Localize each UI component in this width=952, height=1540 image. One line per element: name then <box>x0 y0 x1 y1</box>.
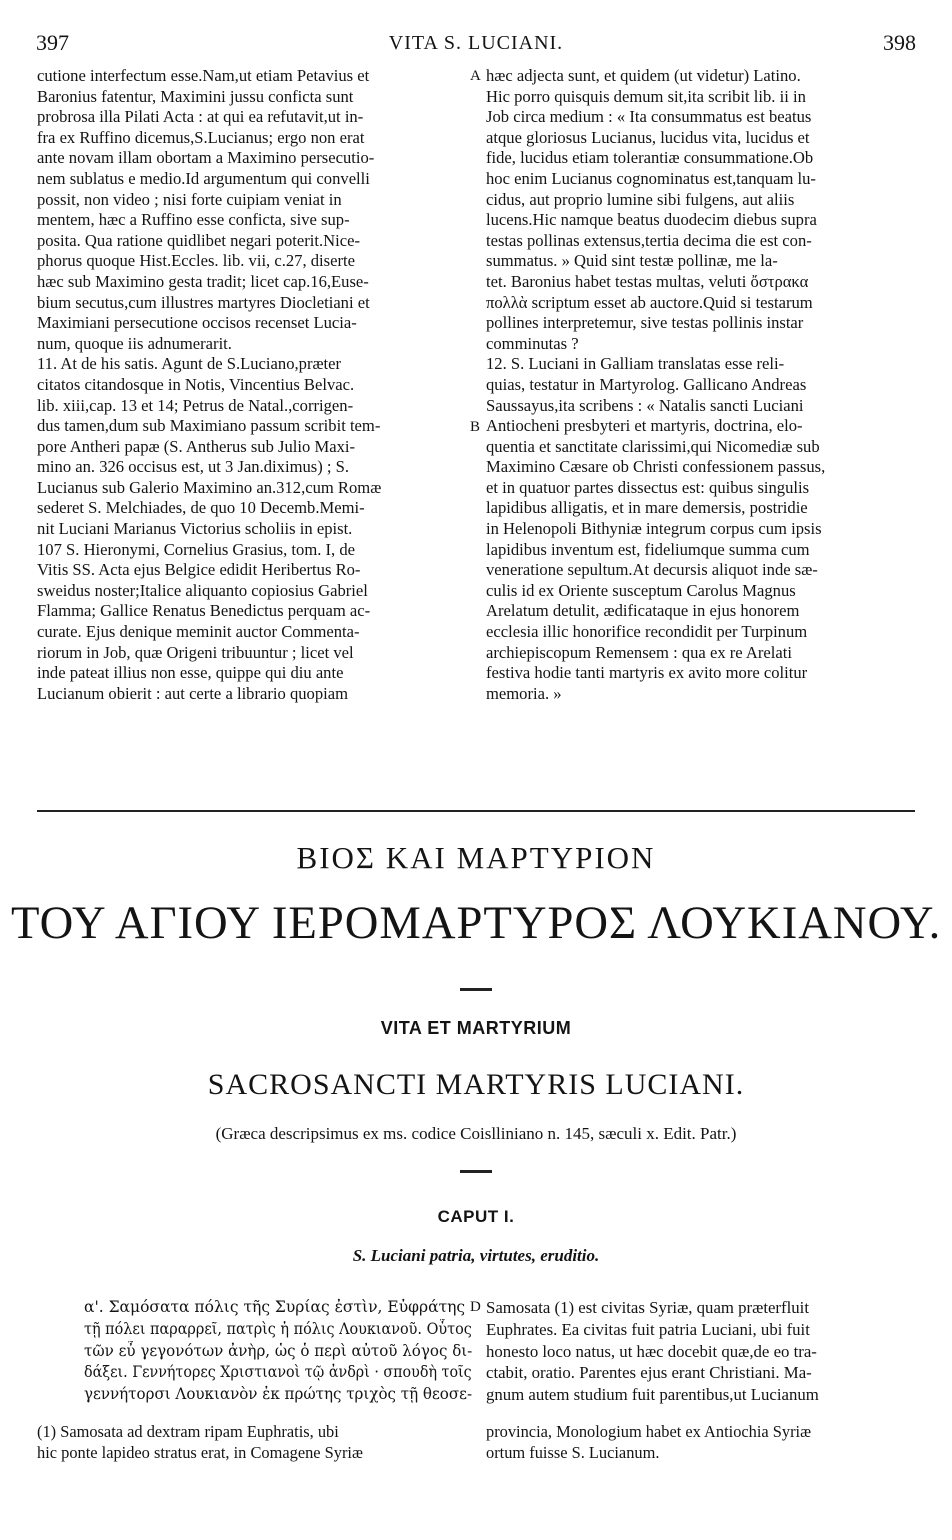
text-line: 107 S. Hieronymi, Cornelius Grasius, tom. I, de <box>37 539 356 559</box>
text-line: pollines interpretemur, sive testas pollinis instar <box>486 313 804 333</box>
latin-title-line1: VITA ET MARTYRIUM <box>380 1018 572 1038</box>
text-line: Lucianum obierit : aut certe a librario quopiam <box>37 683 349 703</box>
text-line: culis id ex Oriente susceptum Carolus Magnus <box>486 580 796 600</box>
latin-text-line: honesto loco natus, ut hæc docebit quæ,de eo tra- <box>486 1341 817 1361</box>
title-dash <box>460 988 492 991</box>
text-line: num, quoque iis adnumerarit. <box>37 333 232 353</box>
text-line: summatus. » Quid sint testæ pollinæ, me la- <box>486 251 778 271</box>
text-line: probrosa illa Pilati Acta : at qui ea refutavit,ut in- <box>37 107 364 127</box>
text-line: πολλὰ scriptum esset ab auctore.Quid si testarum <box>486 292 813 312</box>
left-text-column <box>37 66 469 704</box>
text-line: mentem, hæc a Ruffino esse conficta, sive sup- <box>37 210 350 230</box>
text-line: Flamma; Gallice Renatus Benedictus perquam ac- <box>37 601 371 621</box>
text-line: citatos citandosque in Notis, Vincentius Belvac. <box>37 374 355 394</box>
text-line: Maximino Cæsare ob Christi confessionem passus, <box>486 457 826 477</box>
text-line: curate. Ejus denique meminit auctor Commenta- <box>37 622 360 642</box>
text-line: cutione interfectum esse.Nam,ut etiam Petavius et <box>37 66 370 85</box>
latin-title-line2: SACROSANCTI MARTYRIS LUCIANI. <box>207 1068 745 1101</box>
latin-text-line: ctabit, oratio. Parentes ejus erant Christiani. Ma- <box>486 1363 812 1383</box>
text-line: Antiocheni presbyteri et martyris, doctrina, elo- <box>486 416 803 436</box>
right-text-column <box>486 66 918 704</box>
greek-text-line: γεννήτορσι Λουκιανὸν ἐκ πρώτης τριχὸς τῇ θεοσε- <box>84 1385 472 1404</box>
latin-text-line: gnum autem studium fuit parentibus,ut Lucianum <box>486 1385 819 1405</box>
text-line: Vitis SS. Acta ejus Belgice edidit Heribertus Ro- <box>37 560 361 580</box>
text-line: lucens.Hic namque beatus duodecim diebus supra <box>486 210 817 230</box>
chapter-heading: CAPUT I. <box>437 1207 515 1226</box>
running-title: VITA S. LUCIANI. <box>388 32 564 54</box>
text-line: phorus quoque Hist.Eccles. lib. vii, c.27, diserte <box>37 251 355 271</box>
text-line: atque gloriosus Lucianus, lucidus vita, lucidus et <box>486 127 810 147</box>
text-line: sederet S. Melchiades, de quo 10 Decemb.Memi- <box>37 498 365 518</box>
text-line: mino an. 326 occisus est, ut 3 Jan.diximus) ; S. <box>37 457 350 477</box>
text-line: festiva hodie tanti martyris ex avito more colitur <box>486 663 808 683</box>
greek-title-line1: ΒΙΟΣ ΚΑΙ ΜΑΡΤΥΡΙΟΝ <box>296 840 656 875</box>
text-line: ecclesia illic honorifice recondidit per Turpinum <box>486 622 808 642</box>
footnote-line: hic ponte lapideo stratus erat, in Comagene Syriæ <box>37 1442 363 1462</box>
text-line: testas pollinas extensus,tertia decima die est con- <box>486 230 812 250</box>
text-line: Arelatum detulit, ædificataque in ejus honorem <box>486 601 800 621</box>
latin-text-line: Samosata (1) est civitas Syriæ, quam præterfluit <box>486 1298 809 1317</box>
running-header <box>36 30 916 60</box>
text-line: comminutas ? <box>486 333 579 353</box>
column-marker-a: A <box>470 68 481 84</box>
page-number-right: 398 <box>883 30 916 55</box>
chapter-subtitle: S. Luciani patria, virtutes, eruditio. <box>352 1246 600 1265</box>
note-dash <box>460 1170 492 1173</box>
text-line: archiepiscopum Remensem : qua ex re Arelati <box>486 642 792 662</box>
source-note: (Græca descripsimus ex ms. codice Coislliniano n. 145, sæculi x. Edit. Patr.) <box>215 1124 737 1143</box>
text-line: veneratione sepultum.At decursis aliquot inde sæ- <box>486 560 818 580</box>
text-line: possit, non video ; nisi forte cuipiam veniat in <box>37 189 342 209</box>
text-line: bium secutus,cum illustres martyres Diocletiani et <box>37 292 370 312</box>
greek-text-line: τῇ πόλει παραρρεῖ, πατρὶς ἡ πόλις Λουκιανοῦ. Οὗτος <box>84 1319 472 1338</box>
text-line: sweidus noster;Italice aliquanto copiosius Gabriel <box>37 580 368 600</box>
text-line: inde pateat illius non esse, quippe qui diu ante <box>37 663 344 683</box>
text-line: Baronius fatentur, Maximini jussu conficta sunt <box>37 86 354 106</box>
greek-text-line: δάξει. Γεννήτορες Χριστιανοὶ τῷ ἀνδρὶ · σπουδὴ τοῖς <box>84 1363 472 1382</box>
text-line: Job circa medium : « Ita consummatus est beatus <box>486 107 812 127</box>
text-line: riorum in Job, quæ Origeni tribuuntur ; licet vel <box>37 642 354 662</box>
text-line: cidus, aut proprio lumine sibi fulgens, aut aliis <box>486 189 795 209</box>
column-marker-b: B <box>470 419 481 435</box>
text-line: dus tamen,dum sub Maximiano passum scribit tem- <box>37 416 381 436</box>
text-line: hæc sub Maximino gesta tradit; licet cap.16,Euse- <box>37 271 369 291</box>
text-line: lapidibus alligatis, et in mare demersis, postridie <box>486 498 808 518</box>
text-line: memoria. » <box>486 683 562 703</box>
text-line: Hic porro quisquis demum sit,ita scribit lib. ii in <box>486 86 806 106</box>
text-line: ante novam illam obortam a Maximino persecutio- <box>37 148 375 168</box>
text-line: tet. Baronius habet testas multas, veluti ὄστρακα <box>486 271 809 291</box>
text-line: fra ex Ruffino dicemus,S.Lucianus; ergo non erat <box>37 127 365 147</box>
text-line: quias, testatur in Martyrolog. Gallicano Andreas <box>486 374 807 394</box>
latin-translation-column <box>486 1297 918 1406</box>
footnote-left <box>37 1422 363 1463</box>
footnote-line: ortum fuisse S. Lucianum. <box>486 1442 660 1462</box>
text-line: 12. S. Luciani in Galliam translatas esse reli- <box>486 354 785 374</box>
text-line: posita. Qua ratione quidlibet negari poterit.Nice- <box>37 230 361 250</box>
text-line: fide, lucidus etiam tolerantiæ consummatione.Ob <box>486 148 814 168</box>
text-line: in Helenopoli Bithyniæ integrum corpus cum ipsis <box>486 519 822 539</box>
column-marker-d: D <box>470 1299 481 1315</box>
text-line: quentia et sanctitate clarissimi,qui Nicomediæ sub <box>486 436 820 456</box>
page-number-left: 397 <box>36 30 69 55</box>
text-line: Lucianus sub Galerio Maximino an.312,cum Romæ <box>37 477 382 497</box>
text-line: hæc adjecta sunt, et quidem (ut videtur) Latino. <box>486 66 801 85</box>
footnote-line: (1) Samosata ad dextram ripam Euphratis, ubi <box>37 1422 339 1441</box>
greek-text-column <box>84 1297 474 1406</box>
footnote-line: provincia, Monologium habet ex Antiochia Syriæ <box>486 1422 812 1441</box>
section-divider <box>37 810 915 812</box>
text-line: lib. xiii,cap. 13 et 14; Petrus de Natal.,corrigen- <box>37 395 354 415</box>
text-line: lapidibus inventum est, fideliumque summa cum <box>486 539 810 559</box>
text-line: hoc enim Lucianus cognominatus est,tanquam lu- <box>486 168 816 188</box>
text-line: nem sublatus e medio.Id argumentum qui convelli <box>37 168 370 188</box>
text-line: Maximiani persecutione occisos recenset Lucia- <box>37 313 357 333</box>
text-line: 11. At de his satis. Agunt de S.Luciano,præter <box>37 354 342 374</box>
text-line: et in quatuor partes dissectus est: quibus singulis <box>486 477 810 497</box>
greek-text-line: α'. Σαμόσατα πόλις τῆς Συρίας ἐστὶν, Εὐφράτης <box>84 1298 466 1316</box>
greek-text-line: τῶν εὖ γεγονότων ἀνὴρ, ὡς ὁ περὶ αὐτοῦ λόγος δι- <box>84 1341 472 1360</box>
latin-text-line: Euphrates. Ea civitas fuit patria Luciani, ubi fuit <box>486 1319 810 1339</box>
text-line: Saussayus,ita scribens : « Natalis sancti Luciani <box>486 395 804 415</box>
text-line: nit Luciani Marianus Victorius scholiis in epist. <box>37 519 353 539</box>
footnote-right <box>486 1422 811 1463</box>
text-line: pore Antheri papæ (S. Antherus sub Julio Maxi- <box>37 436 356 456</box>
greek-title-line2: ΤΟΥ ΑΓΙΟΥ ΙΕΡΟΜΑΡΤΥΡΟΣ ΛΟΥΚΙΑΝΟΥ. <box>10 897 942 949</box>
